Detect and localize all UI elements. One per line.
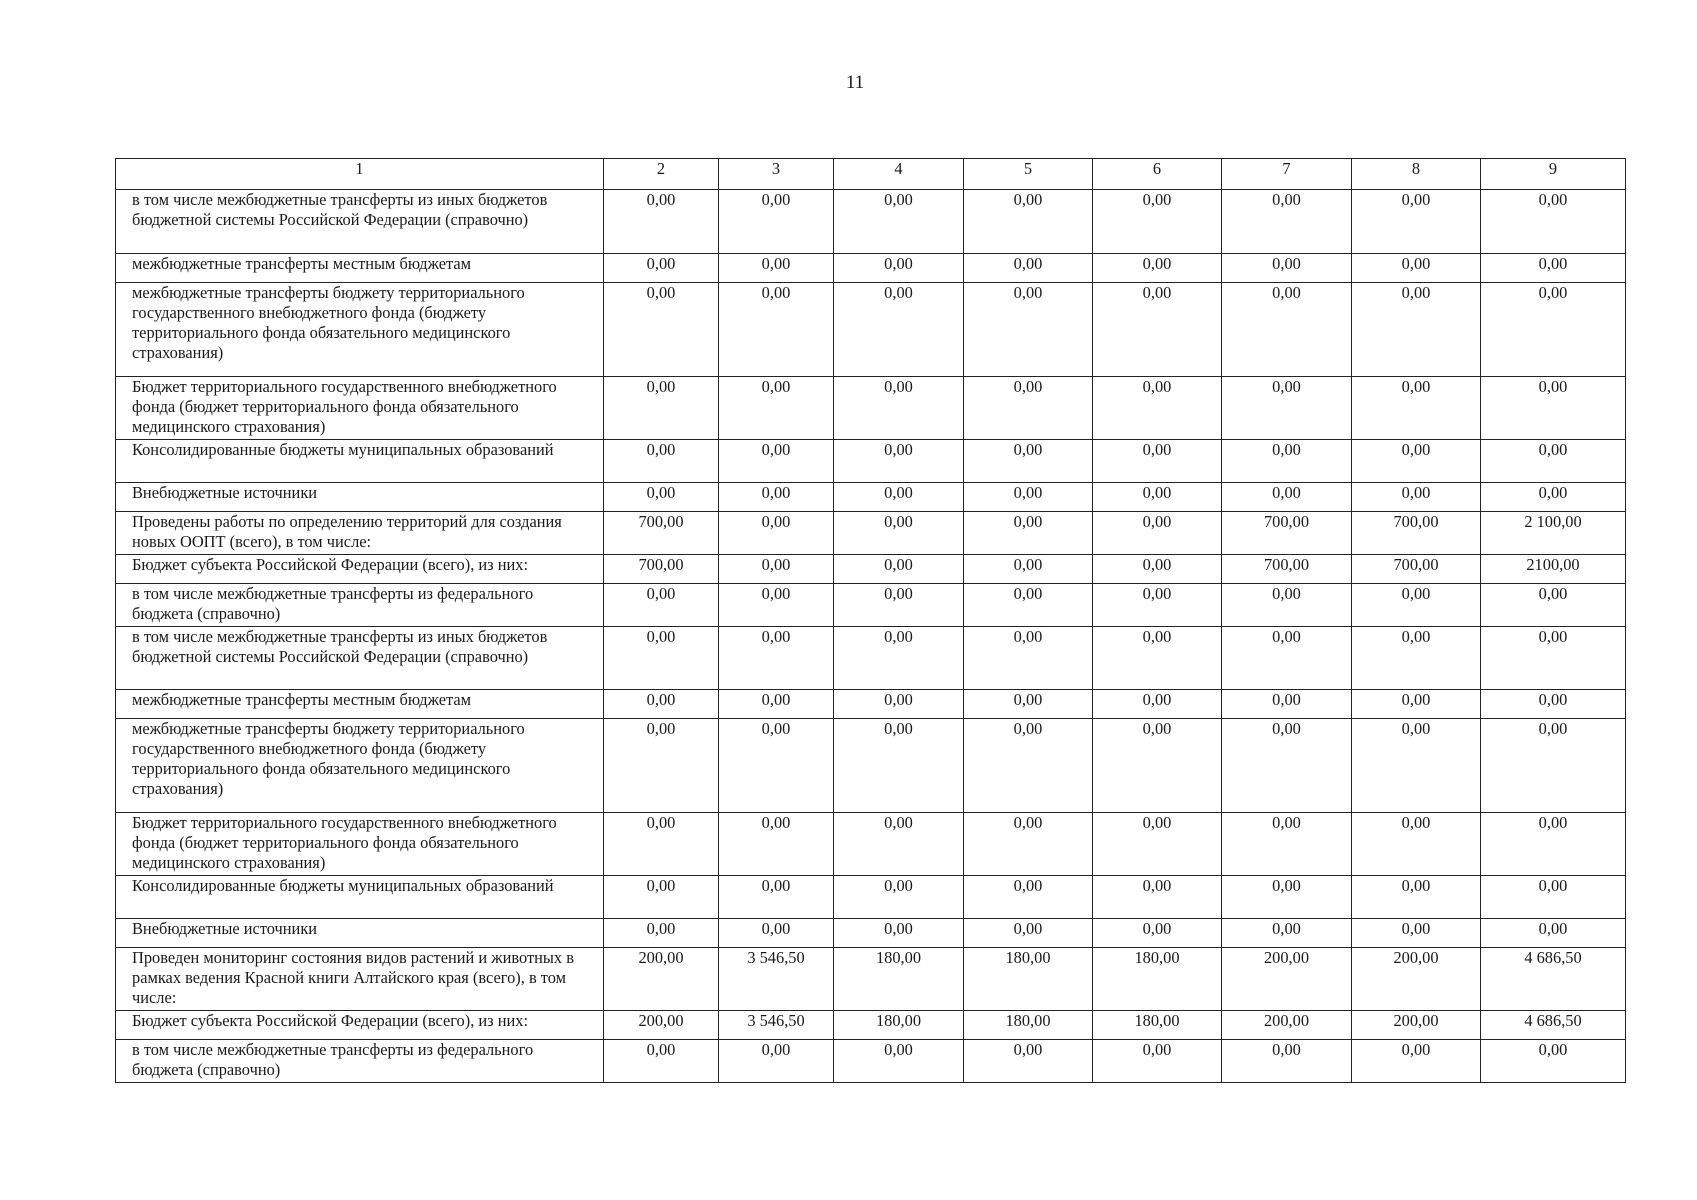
column-header-6: 6	[1093, 159, 1222, 190]
table-row	[116, 813, 1626, 876]
value-cell-col-9: 0,00	[1481, 283, 1626, 377]
value-cell-col-5: 0,00	[964, 555, 1093, 584]
value-cell-col-7: 0,00	[1222, 919, 1352, 948]
value-cell-col-6: 180,00	[1093, 948, 1222, 1011]
value-cell-col-3: 0,00	[719, 813, 834, 876]
value-cell-col-7: 0,00	[1222, 719, 1352, 813]
table-row	[116, 190, 1626, 254]
value-cell-col-4: 0,00	[834, 254, 964, 283]
value-cell-col-4: 0,00	[834, 627, 964, 690]
value-cell-col-3: 0,00	[719, 283, 834, 377]
value-cell-col-3: 3 546,50	[719, 1011, 834, 1040]
value-cell-col-5: 0,00	[964, 813, 1093, 876]
budget-table	[115, 158, 1626, 1083]
value-cell-col-4: 0,00	[834, 919, 964, 948]
page-number: 11	[845, 72, 865, 93]
value-cell-col-8: 0,00	[1352, 690, 1481, 719]
table-row	[116, 512, 1626, 555]
value-cell-col-6: 0,00	[1093, 555, 1222, 584]
value-cell-col-2: 0,00	[604, 584, 719, 627]
value-cell-col-3: 0,00	[719, 919, 834, 948]
value-cell-col-5: 0,00	[964, 584, 1093, 627]
value-cell-col-3: 0,00	[719, 512, 834, 555]
value-cell-col-8: 0,00	[1352, 719, 1481, 813]
value-cell-col-3: 0,00	[719, 690, 834, 719]
value-cell-col-9: 2100,00	[1481, 555, 1626, 584]
value-cell-col-6: 0,00	[1093, 627, 1222, 690]
table-row	[116, 377, 1626, 440]
table-row	[116, 690, 1626, 719]
value-cell-col-9: 0,00	[1481, 690, 1626, 719]
row-label: Проведен мониторинг состояния видов растений и животных в рамках ведения Красной книги Алтайского края (всего), в том числе:	[116, 948, 604, 1011]
value-cell-col-7: 0,00	[1222, 690, 1352, 719]
table-row	[116, 1011, 1626, 1040]
value-cell-col-3: 0,00	[719, 483, 834, 512]
value-cell-col-9: 0,00	[1481, 483, 1626, 512]
table-row	[116, 719, 1626, 813]
value-cell-col-9: 0,00	[1481, 190, 1626, 254]
value-cell-col-7: 0,00	[1222, 254, 1352, 283]
value-cell-col-6: 0,00	[1093, 919, 1222, 948]
row-label: Консолидированные бюджеты муниципальных образований	[116, 440, 604, 483]
value-cell-col-4: 0,00	[834, 512, 964, 555]
value-cell-col-3: 0,00	[719, 440, 834, 483]
value-cell-col-4: 0,00	[834, 440, 964, 483]
value-cell-col-8: 0,00	[1352, 1040, 1481, 1083]
value-cell-col-6: 0,00	[1093, 483, 1222, 512]
value-cell-col-2: 0,00	[604, 254, 719, 283]
value-cell-col-5: 0,00	[964, 919, 1093, 948]
value-cell-col-2: 0,00	[604, 190, 719, 254]
value-cell-col-7: 0,00	[1222, 813, 1352, 876]
row-label: Консолидированные бюджеты муниципальных образований	[116, 876, 604, 919]
row-label: Бюджет субъекта Российской Федерации (всего), из них:	[116, 1011, 604, 1040]
row-label: Внебюджетные источники	[116, 483, 604, 512]
value-cell-col-5: 180,00	[964, 948, 1093, 1011]
value-cell-col-3: 0,00	[719, 584, 834, 627]
value-cell-col-7: 200,00	[1222, 1011, 1352, 1040]
value-cell-col-3: 0,00	[719, 627, 834, 690]
table-row	[116, 440, 1626, 483]
value-cell-col-6: 0,00	[1093, 584, 1222, 627]
value-cell-col-2: 0,00	[604, 919, 719, 948]
value-cell-col-7: 700,00	[1222, 555, 1352, 584]
value-cell-col-4: 0,00	[834, 584, 964, 627]
value-cell-col-5: 0,00	[964, 440, 1093, 483]
table-row	[116, 919, 1626, 948]
value-cell-col-2: 700,00	[604, 512, 719, 555]
value-cell-col-4: 0,00	[834, 1040, 964, 1083]
value-cell-col-8: 0,00	[1352, 483, 1481, 512]
value-cell-col-2: 0,00	[604, 813, 719, 876]
row-label: в том числе межбюджетные трансферты из федерального бюджета (справочно)	[116, 584, 604, 627]
table-row	[116, 876, 1626, 919]
table-row	[116, 483, 1626, 512]
value-cell-col-6: 0,00	[1093, 283, 1222, 377]
column-header-2: 2	[604, 159, 719, 190]
value-cell-col-4: 0,00	[834, 377, 964, 440]
value-cell-col-6: 0,00	[1093, 719, 1222, 813]
value-cell-col-9: 0,00	[1481, 1040, 1626, 1083]
table-header-row	[116, 159, 1626, 190]
value-cell-col-3: 0,00	[719, 190, 834, 254]
value-cell-col-2: 0,00	[604, 1040, 719, 1083]
value-cell-col-2: 0,00	[604, 283, 719, 377]
value-cell-col-4: 0,00	[834, 719, 964, 813]
value-cell-col-8: 0,00	[1352, 377, 1481, 440]
value-cell-col-7: 700,00	[1222, 512, 1352, 555]
value-cell-col-6: 0,00	[1093, 1040, 1222, 1083]
value-cell-col-7: 0,00	[1222, 483, 1352, 512]
value-cell-col-9: 0,00	[1481, 876, 1626, 919]
value-cell-col-2: 0,00	[604, 690, 719, 719]
row-label: межбюджетные трансферты местным бюджетам	[116, 254, 604, 283]
value-cell-col-2: 0,00	[604, 719, 719, 813]
value-cell-col-7: 0,00	[1222, 283, 1352, 377]
value-cell-col-4: 180,00	[834, 948, 964, 1011]
value-cell-col-9: 4 686,50	[1481, 948, 1626, 1011]
value-cell-col-8: 0,00	[1352, 584, 1481, 627]
row-label: в том числе межбюджетные трансферты из иных бюджетов бюджетной системы Российской Федерации (справочно)	[116, 627, 604, 690]
row-label: Бюджет территориального государственного внебюджетного фонда (бюджет территориального фонда обязательного медицинского страхования)	[116, 377, 604, 440]
value-cell-col-2: 0,00	[604, 440, 719, 483]
row-label: межбюджетные трансферты бюджету территориального государственного внебюджетного фонда (бюджету территориального фонда обязательного медицинского страхования)	[116, 719, 604, 813]
column-header-5: 5	[964, 159, 1093, 190]
value-cell-col-5: 0,00	[964, 627, 1093, 690]
value-cell-col-2: 0,00	[604, 876, 719, 919]
value-cell-col-3: 0,00	[719, 254, 834, 283]
value-cell-col-8: 0,00	[1352, 440, 1481, 483]
value-cell-col-4: 180,00	[834, 1011, 964, 1040]
value-cell-col-5: 0,00	[964, 512, 1093, 555]
value-cell-col-8: 0,00	[1352, 254, 1481, 283]
value-cell-col-5: 0,00	[964, 377, 1093, 440]
value-cell-col-8: 700,00	[1352, 555, 1481, 584]
value-cell-col-2: 0,00	[604, 377, 719, 440]
value-cell-col-6: 0,00	[1093, 377, 1222, 440]
row-label: Бюджет территориального государственного внебюджетного фонда (бюджет территориального фонда обязательного медицинского страхования)	[116, 813, 604, 876]
row-label: Внебюджетные источники	[116, 919, 604, 948]
value-cell-col-2: 200,00	[604, 948, 719, 1011]
value-cell-col-9: 0,00	[1481, 919, 1626, 948]
value-cell-col-6: 0,00	[1093, 440, 1222, 483]
value-cell-col-5: 0,00	[964, 719, 1093, 813]
row-label: в том числе межбюджетные трансферты из федерального бюджета (справочно)	[116, 1040, 604, 1083]
value-cell-col-8: 0,00	[1352, 813, 1481, 876]
row-label: Бюджет субъекта Российской Федерации (всего), из них:	[116, 555, 604, 584]
column-header-7: 7	[1222, 159, 1352, 190]
value-cell-col-8: 0,00	[1352, 283, 1481, 377]
value-cell-col-9: 2 100,00	[1481, 512, 1626, 555]
value-cell-col-6: 0,00	[1093, 876, 1222, 919]
value-cell-col-9: 0,00	[1481, 627, 1626, 690]
value-cell-col-6: 0,00	[1093, 690, 1222, 719]
value-cell-col-6: 0,00	[1093, 254, 1222, 283]
value-cell-col-7: 0,00	[1222, 627, 1352, 690]
value-cell-col-2: 0,00	[604, 627, 719, 690]
table-body	[116, 190, 1626, 1083]
value-cell-col-9: 4 686,50	[1481, 1011, 1626, 1040]
value-cell-col-3: 0,00	[719, 719, 834, 813]
table-row	[116, 1040, 1626, 1083]
value-cell-col-4: 0,00	[834, 690, 964, 719]
value-cell-col-8: 700,00	[1352, 512, 1481, 555]
value-cell-col-5: 0,00	[964, 190, 1093, 254]
value-cell-col-7: 0,00	[1222, 190, 1352, 254]
table-row	[116, 555, 1626, 584]
value-cell-col-3: 3 546,50	[719, 948, 834, 1011]
column-header-9: 9	[1481, 159, 1626, 190]
value-cell-col-3: 0,00	[719, 377, 834, 440]
column-header-4: 4	[834, 159, 964, 190]
value-cell-col-5: 0,00	[964, 254, 1093, 283]
column-header-1: 1	[116, 159, 604, 190]
row-label: Проведены работы по определению территорий для создания новых ООПТ (всего), в том числе:	[116, 512, 604, 555]
value-cell-col-4: 0,00	[834, 190, 964, 254]
column-header-8: 8	[1352, 159, 1481, 190]
value-cell-col-7: 0,00	[1222, 1040, 1352, 1083]
table-row	[116, 584, 1626, 627]
value-cell-col-5: 0,00	[964, 1040, 1093, 1083]
value-cell-col-5: 0,00	[964, 483, 1093, 512]
value-cell-col-3: 0,00	[719, 555, 834, 584]
row-label: межбюджетные трансферты бюджету территориального государственного внебюджетного фонда (бюджету территориального фонда обязательного медицинского страхования)	[116, 283, 604, 377]
value-cell-col-9: 0,00	[1481, 254, 1626, 283]
value-cell-col-4: 0,00	[834, 283, 964, 377]
table-row	[116, 254, 1626, 283]
value-cell-col-4: 0,00	[834, 876, 964, 919]
table-row	[116, 627, 1626, 690]
value-cell-col-9: 0,00	[1481, 719, 1626, 813]
value-cell-col-2: 700,00	[604, 555, 719, 584]
value-cell-col-7: 200,00	[1222, 948, 1352, 1011]
value-cell-col-8: 200,00	[1352, 1011, 1481, 1040]
value-cell-col-7: 0,00	[1222, 377, 1352, 440]
value-cell-col-5: 0,00	[964, 283, 1093, 377]
value-cell-col-5: 0,00	[964, 690, 1093, 719]
value-cell-col-8: 200,00	[1352, 948, 1481, 1011]
value-cell-col-8: 0,00	[1352, 876, 1481, 919]
value-cell-col-7: 0,00	[1222, 584, 1352, 627]
value-cell-col-8: 0,00	[1352, 919, 1481, 948]
value-cell-col-4: 0,00	[834, 555, 964, 584]
value-cell-col-3: 0,00	[719, 1040, 834, 1083]
value-cell-col-5: 0,00	[964, 876, 1093, 919]
value-cell-col-8: 0,00	[1352, 190, 1481, 254]
value-cell-col-9: 0,00	[1481, 377, 1626, 440]
row-label: в том числе межбюджетные трансферты из иных бюджетов бюджетной системы Российской Федерации (справочно)	[116, 190, 604, 254]
value-cell-col-4: 0,00	[834, 483, 964, 512]
table-row	[116, 948, 1626, 1011]
value-cell-col-3: 0,00	[719, 876, 834, 919]
value-cell-col-6: 0,00	[1093, 813, 1222, 876]
value-cell-col-4: 0,00	[834, 813, 964, 876]
value-cell-col-2: 200,00	[604, 1011, 719, 1040]
row-label: межбюджетные трансферты местным бюджетам	[116, 690, 604, 719]
value-cell-col-9: 0,00	[1481, 584, 1626, 627]
column-header-3: 3	[719, 159, 834, 190]
value-cell-col-9: 0,00	[1481, 813, 1626, 876]
value-cell-col-6: 0,00	[1093, 512, 1222, 555]
value-cell-col-2: 0,00	[604, 483, 719, 512]
value-cell-col-9: 0,00	[1481, 440, 1626, 483]
value-cell-col-6: 180,00	[1093, 1011, 1222, 1040]
value-cell-col-7: 0,00	[1222, 876, 1352, 919]
table-row	[116, 283, 1626, 377]
value-cell-col-8: 0,00	[1352, 627, 1481, 690]
value-cell-col-5: 180,00	[964, 1011, 1093, 1040]
value-cell-col-6: 0,00	[1093, 190, 1222, 254]
value-cell-col-7: 0,00	[1222, 440, 1352, 483]
